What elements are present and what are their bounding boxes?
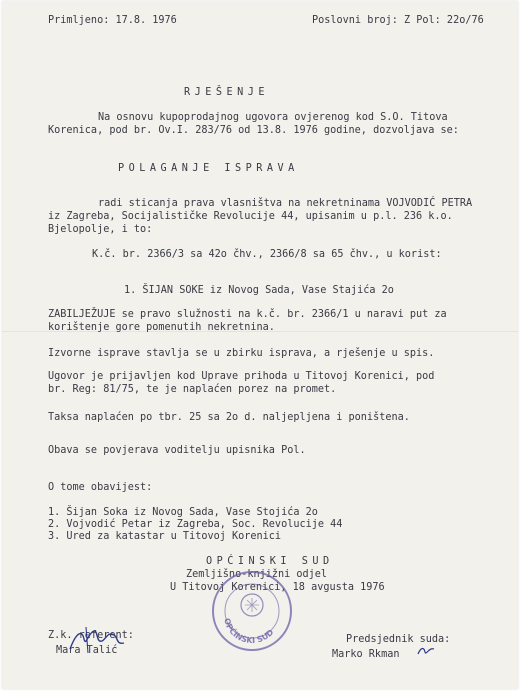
intro-line-1: Na osnovu kupoprodajnog ugovora ovjerenog kod S.O. Titova	[98, 112, 448, 123]
original-docs-line: Izvorne isprave stavlja se u zbirku isprava, a rješenje u spis.	[48, 348, 435, 359]
reason-line-3: Bjelopolje, i to:	[48, 224, 153, 235]
court-seal-stamp	[210, 569, 294, 653]
received-date: Primljeno: 17.8. 1976	[48, 15, 177, 26]
president-name: Marko Rkman	[332, 649, 400, 660]
intro-line-2: Korenica, pod br. Ov.I. 283/76 od 13.8. 1976 godine, dozvoljava se:	[48, 125, 459, 136]
document-title: RJEŠENJE	[184, 87, 270, 98]
court-name: OPĆINSKI SUD	[206, 556, 334, 567]
notify-item-3: 3. Ured za katastar u Titovoj Korenici	[48, 531, 282, 542]
court-department: Zemljišno-knjižni odjel	[186, 569, 328, 580]
duty-line: Obava se povjerava voditelju upisnika Pol.	[48, 445, 306, 456]
parcels-line: K.č. br. 2366/3 sa 42o čhv., 2366/8 sa 65 čhv., u korist:	[92, 249, 442, 260]
referent-role: Z.k. referent:	[48, 630, 134, 641]
reason-line-1: radi sticanja prava vlasništva na nekretninama VOJVODIĆ PETRA	[98, 198, 473, 209]
document-page	[2, 1, 518, 689]
referent-signature	[66, 623, 128, 657]
contract-note-line-1: Ugovor je prijavljen kod Uprave prihoda u Titovoj Korenici, pod	[48, 371, 435, 382]
president-signature	[416, 644, 436, 658]
court-place-date: U Titovoj Korenici, 18 avgusta 1976	[170, 582, 385, 593]
referent-name: Mara Talić	[56, 645, 118, 656]
case-number: Poslovni broj: Z Pol: 22o/76	[312, 15, 484, 26]
notify-item-1: 1. Šijan Soka iz Novog Sada, Vase Stojića 2o	[48, 507, 318, 518]
beneficiary-line: 1. ŠIJAN SOKE iz Novog Sada, Vase Stajića 2o	[124, 285, 394, 296]
fee-line: Taksa naplaćen po tbr. 25 sa 2o d. naljepljena i poništena.	[48, 412, 410, 423]
easement-line-2: korištenje gore pomenutih nekretnina.	[48, 322, 275, 333]
easement-line-1: ZABILJEŽUJE se pravo služnosti na k.č. br. 2366/1 u naravi put za	[48, 309, 447, 320]
reason-line-2: iz Zagreba, Socijalističke Revolucije 44, upisanim u p.l. 236 k.o.	[48, 211, 453, 222]
document-subtitle: POLAGANJE ISPRAVA	[118, 163, 299, 174]
president-role: Predsjednik suda:	[346, 634, 451, 645]
notify-label: O tome obavijest:	[48, 482, 153, 493]
notify-item-2: 2. Vojvodić Petar iz Zagreba, Soc. Revolucije 44	[48, 519, 343, 530]
contract-note-line-2: br. Reg: 81/75, te je naplaćen porez na promet.	[48, 384, 337, 395]
svg-text:OPĆINSKI SUD: OPĆINSKI SUD	[222, 617, 276, 646]
